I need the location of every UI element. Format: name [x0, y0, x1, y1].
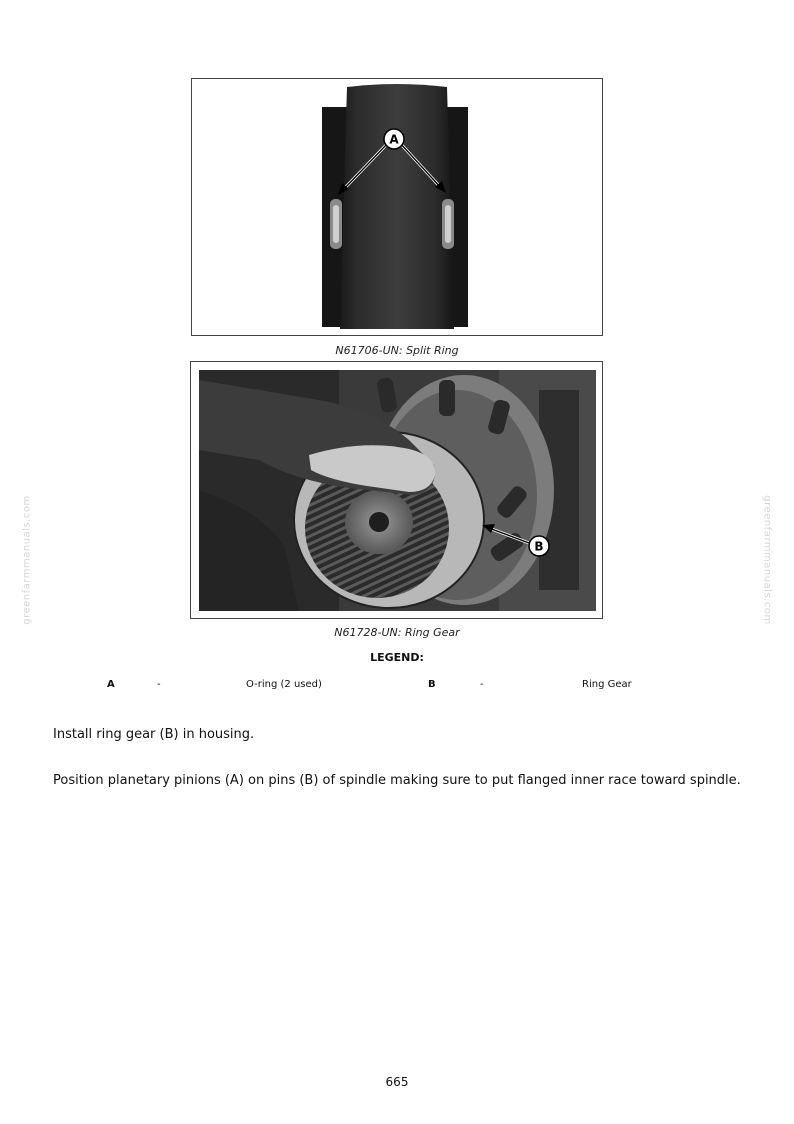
legend-letter-b: B [428, 679, 436, 690]
legend-title: LEGEND: [370, 651, 424, 664]
instruction-install-ring-gear: Install ring gear (B) in housing. [53, 727, 255, 742]
watermark-left: greenfarmmanuals.com [21, 495, 33, 625]
figure-caption-ring-gear: N61728-UN: Ring Gear [334, 626, 460, 639]
page-number: 665 [385, 1075, 409, 1089]
ring-gear-photo [199, 370, 596, 611]
callout-a-label: A [389, 132, 399, 147]
figure-ring-gear [190, 361, 603, 619]
instruction-position-planetary-pinions: Position planetary pinions (A) on pins (B) of spindle making sure to put flanged inner race toward spindle. [53, 773, 741, 788]
figure-split-ring [191, 78, 603, 336]
legend-dash-b: - [480, 679, 484, 690]
watermark-right: greenfarmmanuals.com [761, 495, 773, 625]
legend-dash-a: - [157, 679, 161, 690]
legend-label-a: O-ring (2 used) [246, 679, 322, 690]
legend-letter-a: A [107, 679, 115, 690]
split-ring-photo [192, 79, 601, 334]
legend-label-b: Ring Gear [582, 679, 632, 690]
figure-caption-split-ring: N61706-UN: Split Ring [335, 344, 459, 357]
callout-b-label: B [534, 539, 544, 554]
